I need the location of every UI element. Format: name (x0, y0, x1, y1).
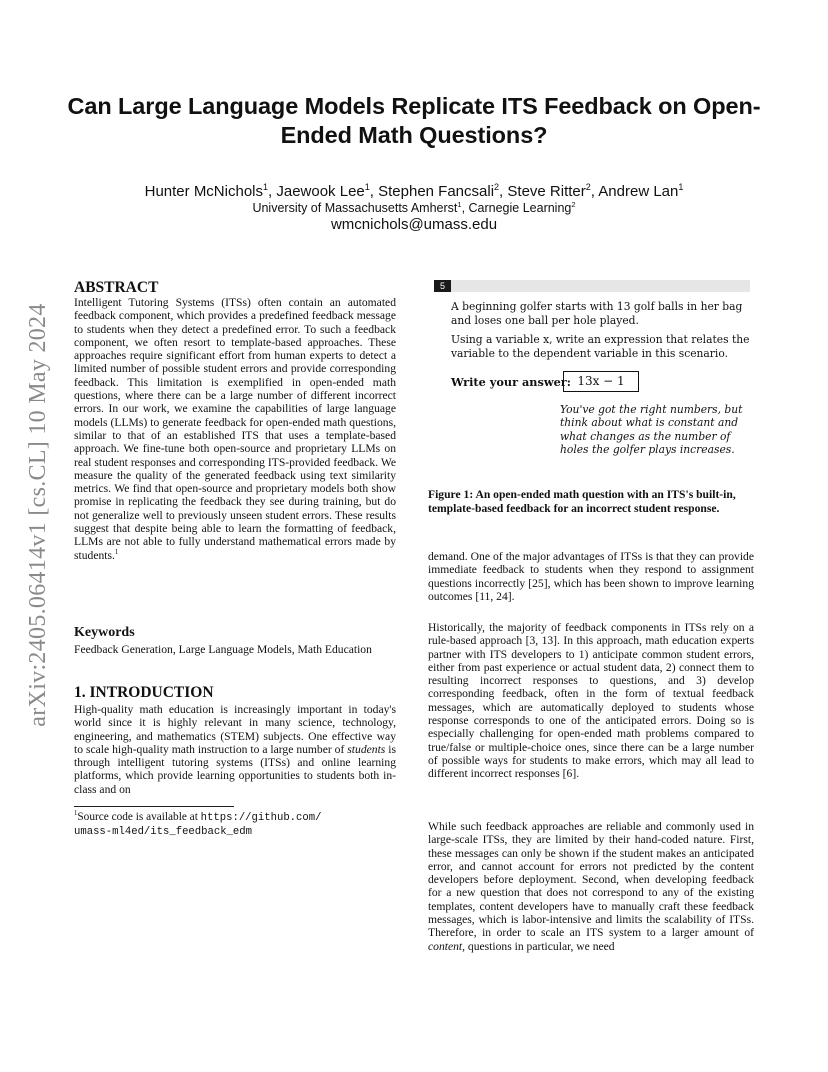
abstract-heading: ABSTRACT (74, 279, 159, 296)
answer-input[interactable]: 13x − 1 (563, 371, 639, 392)
author-list: Hunter McNichols$^1$, Jaewook Lee$^1$, Stephen Fancsali$^2$, Steve Ritter$^2$, Andrew Lan$^1$ (144, 182, 684, 200)
arxiv-stamp: arXiv:2405.06414v1 [cs.CL] 10 May 2024 (25, 303, 51, 727)
author: Andrew Lan$^1$ (598, 182, 684, 200)
question-instruction-text: Using a variable x, write an expression that relates the variable to the dependent variable in this scenario. (451, 333, 750, 360)
affiliation: Carnegie Learning$^2$ (468, 199, 576, 215)
section-heading-introduction: 1. INTRODUCTION (74, 684, 214, 701)
source-code-link-cont[interactable]: umass-ml4ed/its_feedback_edm (74, 826, 253, 838)
question-number-badge: 5 (434, 280, 451, 292)
intro-continued-para: demand. One of the major advantages of ITSs is that they can provide immediate feedback to students when they respond to assignment questions incorrectly [25], which has been shown to improve learning outcomes [11, 24]. (428, 550, 754, 603)
source-code-link[interactable]: https://github.com/ (200, 812, 322, 824)
affiliations: University of Massachusetts Amherst$^1$, Carnegie Learning$^2$ (252, 199, 576, 215)
feedback-message: You've got the right numbers, but think about what is constant and what changes as the number of holes the golfer plays increases. (560, 403, 743, 457)
author-email[interactable]: wmcnichols@umass.edu (330, 216, 498, 233)
answer-label: Write your answer: (451, 375, 571, 389)
paper-title: Can Large Language Models Replicate ITS Feedback on Open-Ended Math Questions? (67, 93, 761, 148)
question-problem-text: A beginning golfer starts with 13 golf balls in her bag and loses one ball per hole played. (451, 300, 743, 327)
author: Jaewook Lee$^1$ (276, 182, 370, 200)
footnote: $^1$Source code is available at https://github.com/ umass-ml4ed/its_feedback_edm (74, 810, 322, 838)
footnote-rule (74, 806, 234, 807)
affiliation: University of Massachusetts Amherst$^1$ (252, 199, 462, 215)
historical-approach-para: Historically, the majority of feedback components in ITSs rely on a rule-based approach [3, 13]. In this approach, math education experts partner with ITS developers to 1) anticipate common student errors, either from past experience or actual student data, 2) connect them to resulting incorrect responses to questions, and 3) develop corresponding feedback, often in the form of textual feedback messages, which are automatically deployed to students whose response corresponds to one of the anticipated errors. Doing so is especially challenging for open-ended math problems compared to true/false or multiple-choice ones, since there can be a large number of possible ways for students to make errors, which may all lead to different incorrect responses [6]. (428, 621, 754, 781)
introduction-body: High-quality math education is increasingly important in today's world since it is highly relevant in many science, technology, engineering, and mathematics (STEM) subjects. One effective way to scale high-quality math instruction to a large number of students is through intelligent tutoring systems (ITSs) and online learning platforms, which provide learning opportunities to students both in-class and on (74, 703, 396, 796)
figure-caption: Figure 1: An open-ended math question with an ITS's built-in, template-based feedback for an incorrect student response. (428, 488, 736, 515)
question-header-bar (434, 280, 750, 292)
keywords-heading: Keywords (74, 625, 135, 640)
author: Hunter McNichols$^1$ (144, 182, 269, 200)
author: Stephen Fancsali$^2$ (378, 182, 500, 200)
abstract-body: Intelligent Tutoring Systems (ITSs) often contain an automated feedback component, which provides a predefined feedback message to students when they detect a predefined error. To such a feedback component, we often resort to template-based approaches. These approaches require significant effort from human experts to detect a limited number of possible student errors and provide corresponding feedback. This limitation is exemplified in open-ended math questions, where there can be a large number of different incorrect errors. In our work, we examine the capabilities of large language models (LLMs) to generate feedback for open-ended math questions, similar to that of an established ITS that uses a template-based approach. We fine-tune both open-source and proprietary LLMs on real student responses and corresponding ITS-provided feedback. We measure the quality of the generated feedback using text similarity metrics. We find that open-source and proprietary models both show promise in replicating the feedback they see during training, but do not generalize well to previously unseen student errors. These results suggest that despite being able to learn the formatting of feedback, LLMs are not able to fully understand mathematical errors made by students.$^1$ (74, 296, 396, 562)
author: Steve Ritter$^2$ (507, 182, 591, 200)
footnote-ref[interactable]: 1 (114, 547, 119, 556)
limitations-para: While such feedback approaches are reliable and commonly used in large-scale ITSs, they are limited by their hand-coded nature. First, these messages can only be shown if the student makes an anticipated error, and cannot account for errors not predicted by the content developers before deployment. Second, when developing feedback for a new question that does not correspond to any of the existing templates, content developers have to manually craft these feedback messages, which is labor-intensive and limits the scalability of ITSs. Therefore, in order to scale an ITS system to a larger amount of content, questions in particular, we need (428, 820, 754, 953)
keywords-body: Feedback Generation, Large Language Models, Math Education (74, 643, 372, 656)
